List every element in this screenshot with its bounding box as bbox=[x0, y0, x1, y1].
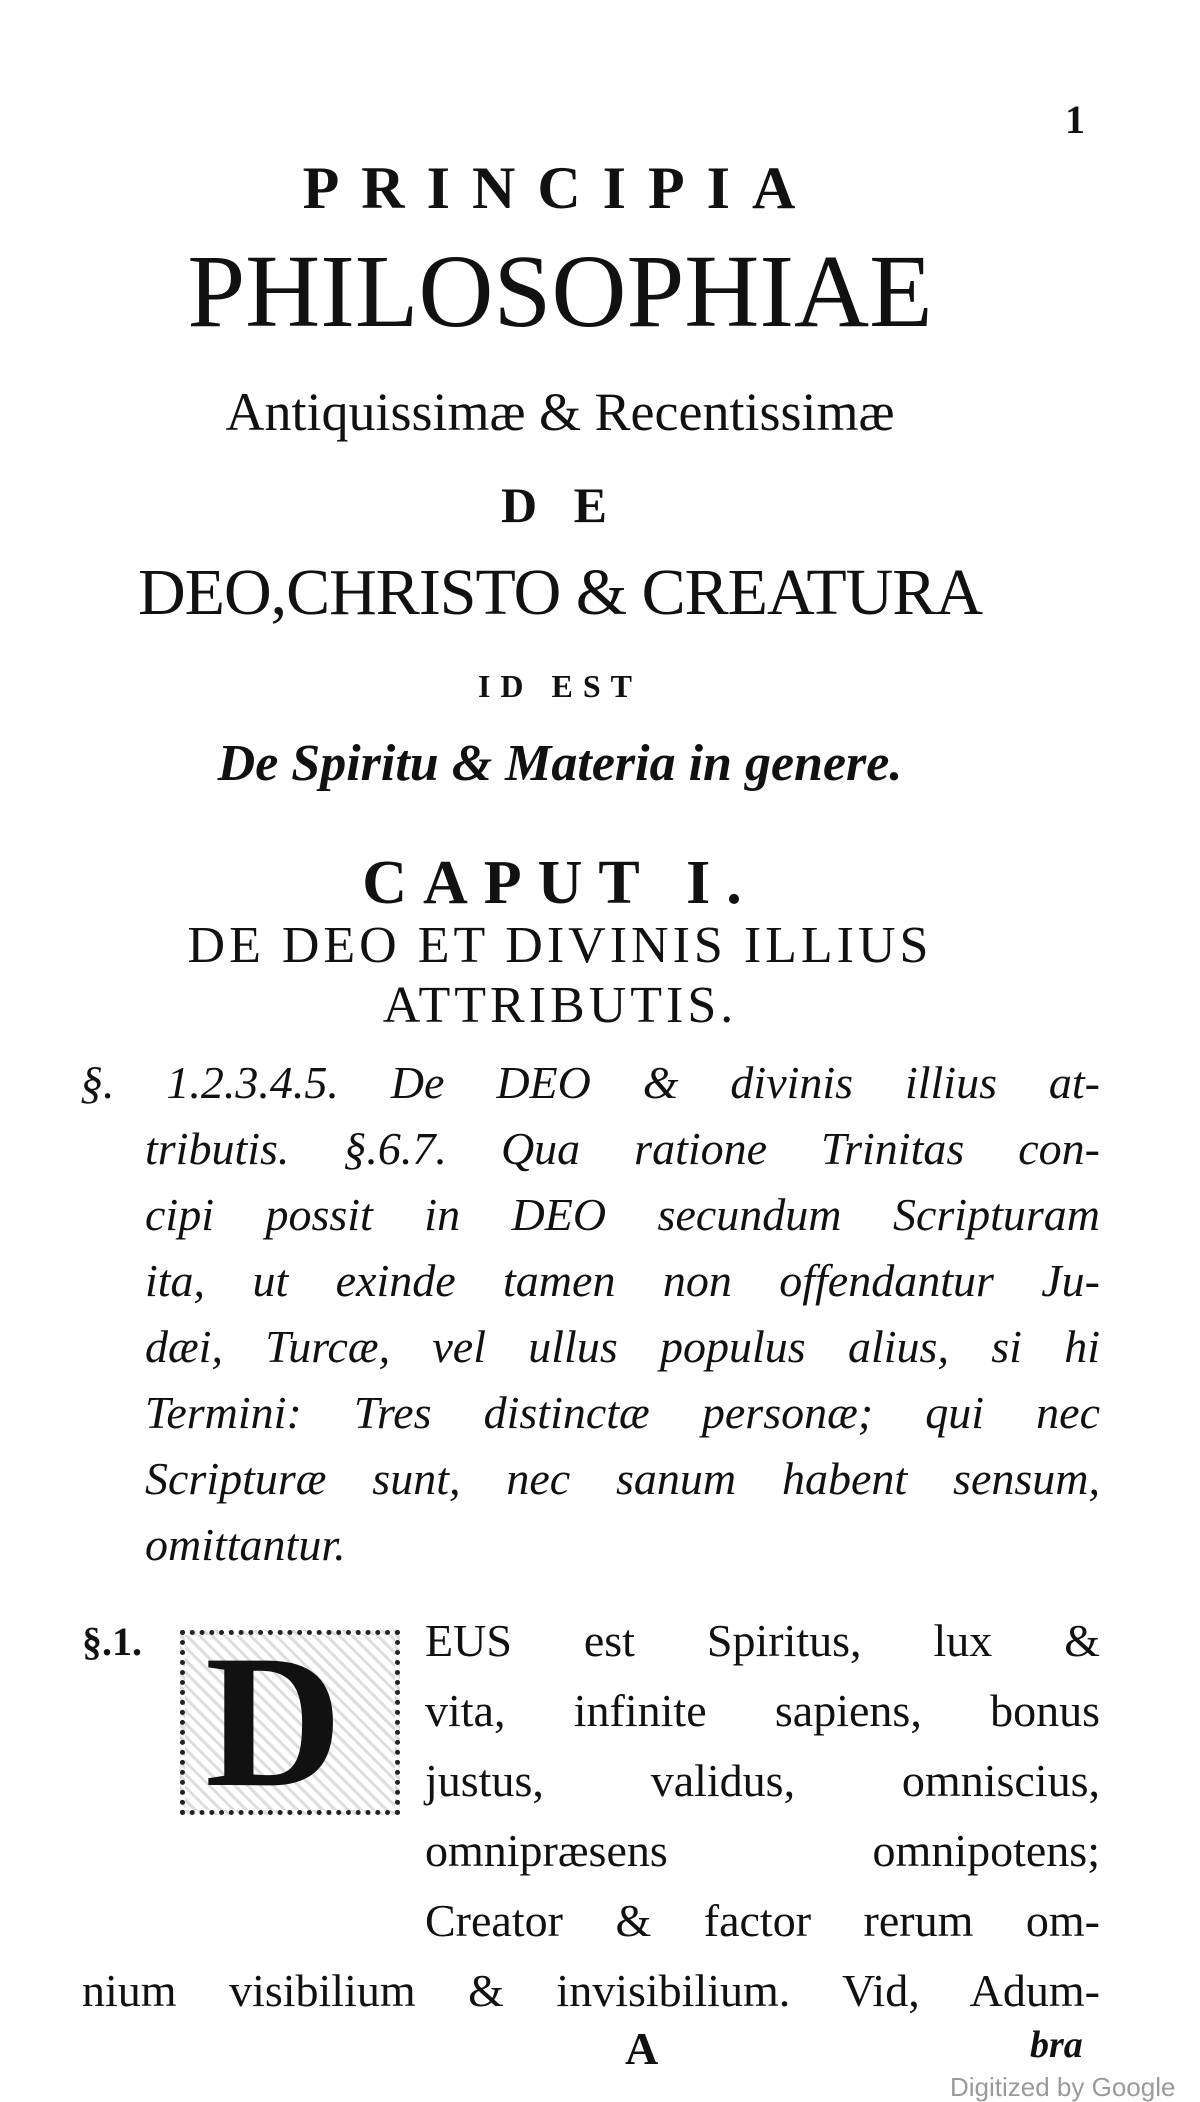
catchword: bra bbox=[1030, 2024, 1083, 2066]
synopsis-line: tributis. §.6.7. Qua ratione Trinitas con- bbox=[145, 1123, 1100, 1174]
synopsis-line: cipi possit in DEO secundum Scripturam bbox=[145, 1189, 1100, 1240]
digitized-by-google-watermark: Digitized by Google bbox=[950, 2072, 1176, 2102]
title-line-de-spiritu: De Spiritu & Materia in genere. bbox=[217, 735, 903, 792]
drop-cap-letter: D bbox=[205, 1630, 343, 1815]
synopsis-line: dæi, Turcæ, vel ullus populus alius, si hi bbox=[145, 1321, 1100, 1372]
paragraph-line: justus, validus, omniscius, bbox=[425, 1755, 1100, 1806]
drop-cap-ornament bbox=[180, 1630, 400, 1815]
title-line-de: D E bbox=[501, 477, 619, 533]
signature-mark: A bbox=[625, 2023, 659, 2074]
synopsis-line: Termini: Tres distinctæ personæ; qui nec bbox=[145, 1387, 1100, 1438]
paragraph-line: Creator & factor rerum om- bbox=[425, 1895, 1100, 1946]
synopsis-line: omittantur. bbox=[145, 1519, 346, 1570]
paragraph-line: nium visibilium & invisibilium. Vid, Adum- bbox=[82, 1965, 1100, 2016]
chapter-heading: CAPUT I. bbox=[362, 849, 758, 917]
page-number: 1 bbox=[1065, 97, 1085, 142]
synopsis-line: Scripturæ sunt, nec sanum habent sensum, bbox=[145, 1453, 1100, 1504]
paragraph-line: EUS est Spiritus, lux & bbox=[425, 1615, 1100, 1666]
section-label: §.1. bbox=[82, 1619, 142, 1664]
title-line-philosophiae: PHILOSOPHIAE bbox=[187, 234, 933, 349]
title-line-antiquissimae: Antiquissimæ & Recentissimæ bbox=[225, 382, 895, 442]
title-line-id-est: ID EST bbox=[477, 668, 643, 704]
paragraph-line: vita, infinite sapiens, bonus bbox=[425, 1685, 1100, 1736]
chapter-subtitle-1: DE DEO ET DIVINIS ILLIUS bbox=[187, 917, 933, 974]
synopsis-line: ita, ut exinde tamen non offendantur Ju- bbox=[145, 1255, 1100, 1306]
title-line-principia: PRINCIPIA bbox=[302, 155, 818, 221]
synopsis-line: §. 1.2.3.4.5. De DEO & divinis illius at- bbox=[80, 1057, 1100, 1108]
title-line-deo-christo: DEO,CHRISTO & CREATURA bbox=[137, 556, 983, 629]
chapter-subtitle-2: ATTRIBUTIS. bbox=[382, 977, 738, 1034]
paragraph-line: omnipræsens omnipotens; bbox=[425, 1825, 1100, 1876]
